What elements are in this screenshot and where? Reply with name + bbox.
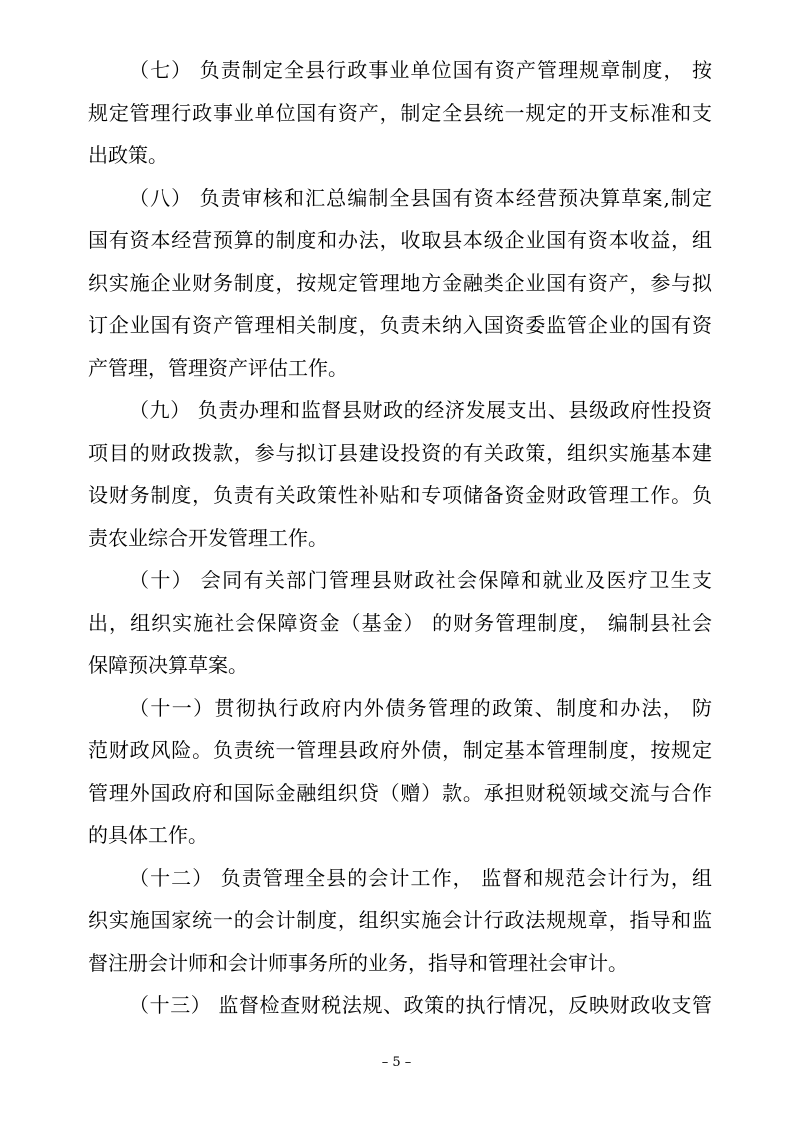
paragraph-line: 设财务制度，负责有关政策性补贴和专项储备资金财政管理工作。负 <box>88 483 712 507</box>
paragraph-9 <box>88 389 712 559</box>
paragraph-line: （七） 负责制定全县行政事业单位国有资产管理规章制度， 按 <box>129 58 712 82</box>
paragraph-line: （十三） 监督检查财税法规、政策的执行情况，反映财政收支管 <box>129 993 712 1017</box>
paragraph-line: 产管理，管理资产评估工作。 <box>88 355 348 380</box>
paragraph-8 <box>88 177 712 390</box>
paragraph-13 <box>88 984 712 1027</box>
paragraph-12 <box>88 857 712 985</box>
paragraph-7 <box>88 49 712 177</box>
paragraph-line: （八） 负责审核和汇总编制全县国有资本经营预决算草案,制定 <box>129 185 712 210</box>
paragraph-line: 出，组织实施社会保障资金（基金） 的财务管理制度， 编制县社会 <box>88 610 712 635</box>
paragraph-line: 规定管理行政事业单位国有资产，制定全县统一规定的开支标准和支 <box>88 100 712 125</box>
paragraph-line: 督注册会计师和会计师事务所的业务，指导和管理社会审计。 <box>88 950 628 975</box>
paragraph-line: 责农业综合开发管理工作。 <box>88 525 328 550</box>
paragraph-line: 织实施国家统一的会计制度，组织实施会计行政法规规章，指导和监 <box>88 908 712 932</box>
paragraph-line: 订企业国有资产管理相关制度，负责未纳入国资委监管企业的国有资 <box>88 313 712 337</box>
paragraph-line: 项目的财政拨款，参与拟订县建设投资的有关政策，组织实施基本建 <box>88 440 712 465</box>
paragraph-line: 的具体工作。 <box>88 823 208 847</box>
paragraph-line: 出政策。 <box>88 143 168 167</box>
document-body <box>88 49 712 1027</box>
paragraph-line: 范财政风险。负责统一管理县政府外债，制定基本管理制度，按规定 <box>88 738 712 762</box>
paragraph-line: （十二） 负责管理全县的会计工作， 监督和规范会计行为，组 <box>129 865 712 890</box>
paragraph-line: 保障预决算草案。 <box>88 653 248 677</box>
paragraph-line: （十） 会同有关部门管理县财政社会保障和就业及医疗卫生支 <box>129 568 712 592</box>
paragraph-line: 国有资本经营预算的制度和办法，收取县本级企业国有资本收益，组 <box>88 228 712 252</box>
paragraph-line: 织实施企业财务制度，按规定管理地方金融类企业国有资产，参与拟 <box>88 270 712 295</box>
paragraph-line: 管理外国政府和国际金融组织贷（赠）款。承担财税领域交流与合作 <box>88 780 712 805</box>
paragraph-line: （十一）贯彻执行政府内外债务管理的政策、制度和办法， 防 <box>129 695 712 720</box>
paragraph-10 <box>88 559 712 687</box>
paragraph-line: （九） 负责办理和监督县财政的经济发展支出、县级政府性投资 <box>129 398 712 422</box>
page-number: – 5 – <box>381 1055 412 1070</box>
paragraph-11 <box>88 687 712 857</box>
